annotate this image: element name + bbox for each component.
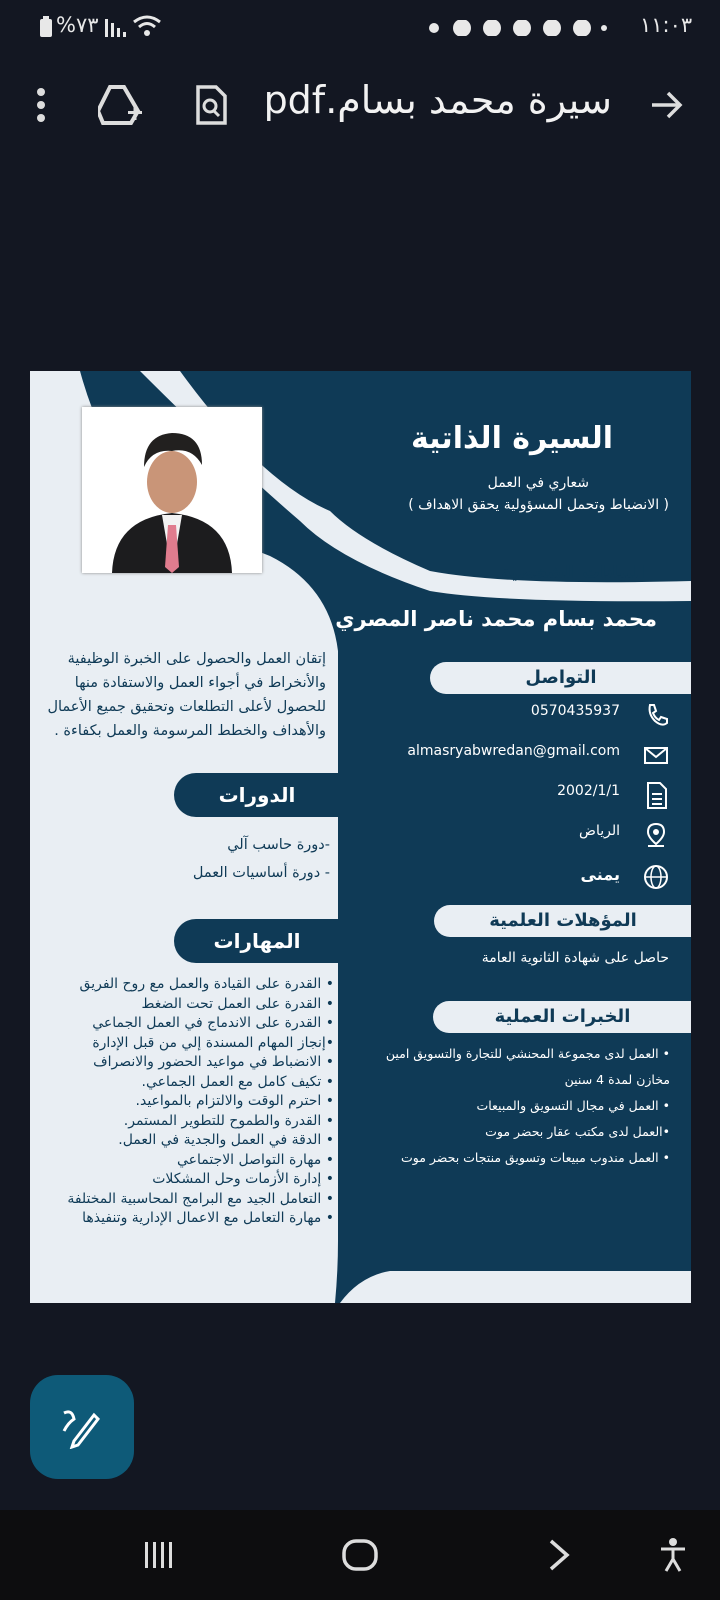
accessibility-button[interactable] — [648, 1530, 698, 1580]
skill-item: • الانضباط في مواعيد الحضور والانصراف — [93, 1054, 334, 1070]
qualification-text: حاصل على شهادة الثانوية العامة — [481, 950, 669, 966]
objective-line: للحصول لأعلى التطلعات وتحقيق جميع الأعمال — [47, 699, 326, 715]
status-bar — [0, 0, 720, 50]
clock: ١١:٠٣ — [640, 13, 693, 37]
personal-info-header: البيانات الشخصية — [500, 563, 645, 583]
skills-list — [36, 975, 334, 1229]
globe-icon — [642, 863, 670, 891]
skill-item: • إدارة الأزمات وحل المشكلات — [152, 1171, 334, 1187]
experience-item: • العمل في مجال التسويق والمبيعات — [476, 1098, 670, 1113]
back-button[interactable] — [642, 80, 692, 130]
contact-city — [400, 821, 680, 851]
skill-item: • القدرة على القيادة والعمل مع روح الفريق — [79, 976, 334, 992]
courses-header-label: الدورات — [218, 783, 296, 807]
experience-list — [350, 1041, 670, 1171]
edit-annotate-button[interactable] — [30, 1375, 134, 1479]
more-vert-icon — [35, 87, 47, 123]
experience-item: • العمل لدى مجموعة المحنشي للتجارة والتسويق امين مخازن لمدة 4 سنين — [385, 1046, 670, 1087]
battery-icon — [38, 16, 54, 38]
course-item: -دورة حاسب آلي — [227, 837, 330, 853]
profile-photo — [82, 407, 262, 573]
qualifications-header-label: المؤهلات العلمية — [489, 910, 637, 931]
contact-phone — [400, 701, 680, 731]
city-value: الرياض — [579, 823, 620, 839]
contact-birthdate — [400, 781, 680, 811]
add-to-drive-button[interactable] — [96, 80, 146, 130]
phone-value: 0570435937 — [530, 703, 620, 719]
notification-icons — [428, 20, 608, 36]
contact-header — [430, 662, 691, 694]
email-value: almasryabwredan@gmail.com — [407, 743, 620, 759]
skill-item: • مهارة التواصل الاجتماعي — [176, 1151, 334, 1168]
qualifications-header — [434, 905, 691, 937]
experience-item: •العمل لدى مكتب عقار بحضر موت — [485, 1124, 670, 1139]
objective-line: والأنخراط في أجواء العمل والاستفادة منها — [74, 675, 326, 691]
location-icon — [642, 821, 670, 849]
course-item: - دورة أساسيات العمل — [192, 865, 330, 881]
wifi-icon — [132, 14, 162, 38]
back-nav-button[interactable] — [535, 1530, 585, 1580]
skills-header — [174, 919, 340, 963]
objective-text — [40, 647, 326, 743]
signal-icon — [104, 15, 128, 37]
chevron-icon — [545, 1537, 575, 1573]
birthdate-value: 2002/1/1 — [557, 783, 620, 799]
motto-text: ( الانضباط وتحمل المسؤولية يحقق الاهداف ) — [408, 497, 669, 513]
drive-add-icon — [98, 85, 144, 125]
experience-header-label: الخبرات العملية — [494, 1006, 631, 1027]
skill-item: • مهارة التعامل مع الاعمال الإدارية وتنفيذها — [82, 1210, 334, 1226]
navigation-bar — [0, 1510, 720, 1600]
courses-header — [174, 773, 340, 817]
pdf-page[interactable] — [30, 371, 691, 1303]
courses-list — [130, 831, 330, 887]
arrow-forward-icon — [650, 90, 684, 120]
experience-item: • العمل مندوب مبيعات وتسويق منتجات بحضر موت — [401, 1150, 670, 1165]
cv-heading: السيرة الذاتية — [410, 421, 613, 456]
skill-item: • احترم الوقت والالتزام بالمواعيد. — [135, 1093, 334, 1109]
full-name: محمد بسام محمد ناصر المصري — [335, 607, 657, 631]
contact-email — [400, 741, 680, 771]
document-title: سيرة محمد بسام.pdf — [263, 78, 612, 122]
home-button[interactable] — [335, 1530, 385, 1580]
experience-header — [433, 1001, 691, 1033]
nationality-value: يمنى — [580, 865, 620, 884]
contact-nationality — [400, 863, 680, 893]
document-icon — [642, 781, 670, 809]
skill-item: • الدقة في العمل والجدية في العمل. — [118, 1132, 334, 1148]
pen-edit-icon — [60, 1405, 104, 1449]
skills-header-label: المهارات — [213, 929, 301, 953]
find-in-page-icon — [194, 85, 228, 125]
more-options-button[interactable] — [16, 80, 66, 130]
skill-item: • القدرة والطموح للتطوير المستمر. — [123, 1112, 334, 1129]
objective-line: إتقان العمل والحصول على الخبرة الوظيفية — [67, 651, 326, 667]
search-in-document-button[interactable] — [186, 80, 236, 130]
home-icon — [341, 1538, 379, 1572]
accessibility-icon — [658, 1537, 688, 1573]
skill-item: • تكيف كامل مع العمل الجماعي. — [141, 1073, 334, 1090]
skill-item: • القدرة على الاندماج في العمل الجماعي — [92, 1015, 334, 1031]
recents-icon — [142, 1540, 176, 1570]
person-photo-image — [82, 407, 262, 573]
phone-icon — [642, 701, 670, 729]
skill-item: •إنجاز المهام المسندة إلي من قبل الإدارة — [92, 1034, 334, 1051]
skill-item: • التعامل الجيد مع البرامج المحاسبية المختلفة — [67, 1190, 334, 1207]
motto-label: شعاري في العمل — [487, 475, 589, 491]
skill-item: • القدرة على العمل تحت الضغط — [141, 995, 334, 1012]
recent-apps-button[interactable] — [134, 1530, 184, 1580]
email-icon — [642, 741, 670, 769]
objective-line: والأهداف والخطط المرسومة والعمل بكفاءة . — [54, 723, 326, 739]
contact-header-label: التواصل — [525, 667, 597, 688]
battery-percent: %٧٣ — [56, 13, 99, 37]
toolbar — [0, 60, 720, 150]
